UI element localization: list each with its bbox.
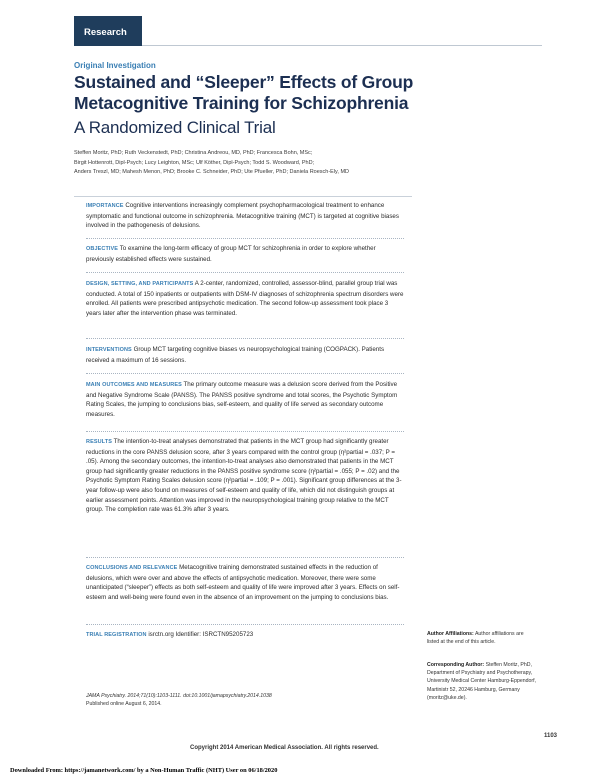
registration-text: isrctn.org Identifier: ISRCTN95205723	[148, 631, 254, 638]
section-label: Original Investigation	[74, 61, 156, 70]
header-rule	[142, 45, 542, 46]
outcomes-heading: MAIN OUTCOMES AND MEASURES	[86, 382, 182, 388]
research-tab: Research	[74, 16, 142, 46]
conclusions-text: Metacognitive training demonstrated sustained effects in the reduction of delusions, which were over and above the effects of antipsychotic medication. Moreover, there were some unanticipated (“sleeper”) effects as both self-esteem and quality of life were improved after 3 years. Effects on self-esteem and well-being were found even in the absence of an improvement on the jumping to conclusions bias.	[86, 564, 400, 601]
section-divider	[86, 272, 404, 273]
corresponding-text: Steffen Moritz, PhD, Department of Psychiatry and Psychotherapy, University Medical Center Hamburg-Eppendorf, Martinistr 52, 20246 Hamburg, Germany (moritz@uke.de).	[427, 662, 536, 701]
results-text: The intention-to-treat analyses demonstrated that patients in the MCT group had significantly greater reductions in the core PANSS delusion score, after 3 years compared with the control group (η²partial = .037; P = .05). Among the secondary outcomes, the intention-to-treat analyses also demonstrated that patients in the MCT group had significantly greater reductions in the PANSS positive syndrome score (η²partial = .055; P = .02) and the Psychotic Symptom Rating Scales delusion score (η²partial = .109; P = .001). Significant group differences at the 3-year follow-up were also found on measures of self-esteem and quality of life, which did not distinguish groups at earlier assessment points. Attention was improved in the neuropsychological training group relative to the MCT group. The completion rate was 61.3% after 3 years.	[86, 438, 402, 514]
outcomes-text: The primary outcome measure was a delusion score derived from the Positive and Negative Syndrome Scale (PANSS). The PANSS positive syndrome and total scores, the Psychotic Symptom Rating Scales, the jumping to conclusions bias, self-esteem, and quality of life served as secondary outcome measures.	[86, 381, 398, 418]
abstract-objective	[86, 244, 404, 264]
author-list	[74, 149, 374, 178]
abstract-importance	[86, 201, 404, 231]
section-divider	[86, 238, 404, 239]
abstract-results	[86, 437, 404, 515]
article-subtitle: A Randomized Clinical Trial	[74, 118, 276, 137]
registration-heading: TRIAL REGISTRATION	[86, 632, 147, 638]
objective-heading: OBJECTIVE	[86, 246, 119, 252]
importance-heading: IMPORTANCE	[86, 203, 124, 209]
section-divider	[86, 373, 404, 374]
abstract-interventions	[86, 345, 404, 365]
abstract-outcomes	[86, 380, 404, 419]
objective-text: To examine the long-term efficacy of group MCT for schizophrenia in order to explore whether previously established effects were sustained.	[86, 245, 376, 263]
design-text: A 2-center, randomized, controlled, assessor-blind, parallel group trial was conducted. A total of 150 inpatients or outpatients with DSM-IV diagnoses of schizophrenia spectrum disorders were enrolled. All patients were prescribed antipsychotic medication. The second follow-up assessment took place 3 years later after the intervention phase was terminated.	[86, 280, 404, 317]
published-online: Published online August 6, 2014.	[86, 701, 162, 708]
citation	[86, 692, 346, 708]
affiliations-heading: Author Affiliations:	[427, 631, 474, 637]
section-divider	[86, 431, 404, 432]
corresponding-author	[427, 661, 537, 702]
abstract-registration	[86, 630, 404, 641]
author-line: Steffen Moritz, PhD; Ruth Veckenstedt, PhD; Christina Andreou, MD, PhD; Francesca Bohn, MSc;	[74, 150, 313, 156]
abstract-conclusions	[86, 563, 404, 602]
author-line: Birgit Hottenrott, Dipl-Psych; Lucy Leighton, MSc; Ulf Köther, Dipl-Psych; Todd S. Woodward, PhD;	[74, 159, 315, 166]
author-affiliations	[427, 630, 537, 646]
conclusions-heading: CONCLUSIONS AND RELEVANCE	[86, 565, 178, 571]
abstract-design	[86, 279, 404, 318]
interventions-text: Group MCT targeting cognitive biases vs neuropsychological training (COGPACK). Patients received a maximum of 16 sessions.	[86, 346, 385, 364]
section-divider	[86, 624, 404, 625]
affiliations-text: Author affiliations are listed at the end of this article.	[427, 631, 524, 646]
section-divider	[86, 338, 404, 339]
results-heading: RESULTS	[86, 439, 112, 445]
importance-text: Cognitive interventions increasingly complement psychopharmacological treatment to enhance symptomatic and functional outcome in schizophrenia. Metacognitive training (MCT) is targeted at cognitive biases involved in the pathogenesis of delusions.	[86, 202, 399, 230]
author-line: Anders Treszl, MD; Mahesh Menon, PhD; Brooke C. Schneider, PhD; Ute Pfueller, PhD; Daniela Roesch-Ely, MD	[74, 169, 350, 175]
citation-line: JAMA Psychiatry. 2014;71(10):1103-1111. doi:10.1001/jamapsychiatry.2014.1038	[86, 693, 272, 699]
corresponding-heading: Corresponding Author:	[427, 662, 485, 668]
article-title: Sustained and “Sleeper” Effects of Group Metacognitive Training for Schizophrenia	[74, 72, 414, 113]
copyright: Copyright 2014 American Medical Association. All rights reserved.	[190, 745, 379, 751]
interventions-heading: INTERVENTIONS	[86, 347, 132, 353]
download-notice: Downloaded From: https://jamanetwork.com/ by a Non-Human Traffic (NHT) User on 06/18/2020	[10, 767, 278, 774]
page-number: 1103	[544, 733, 558, 739]
design-heading: DESIGN, SETTING, AND PARTICIPANTS	[86, 281, 194, 287]
section-divider	[86, 557, 404, 558]
